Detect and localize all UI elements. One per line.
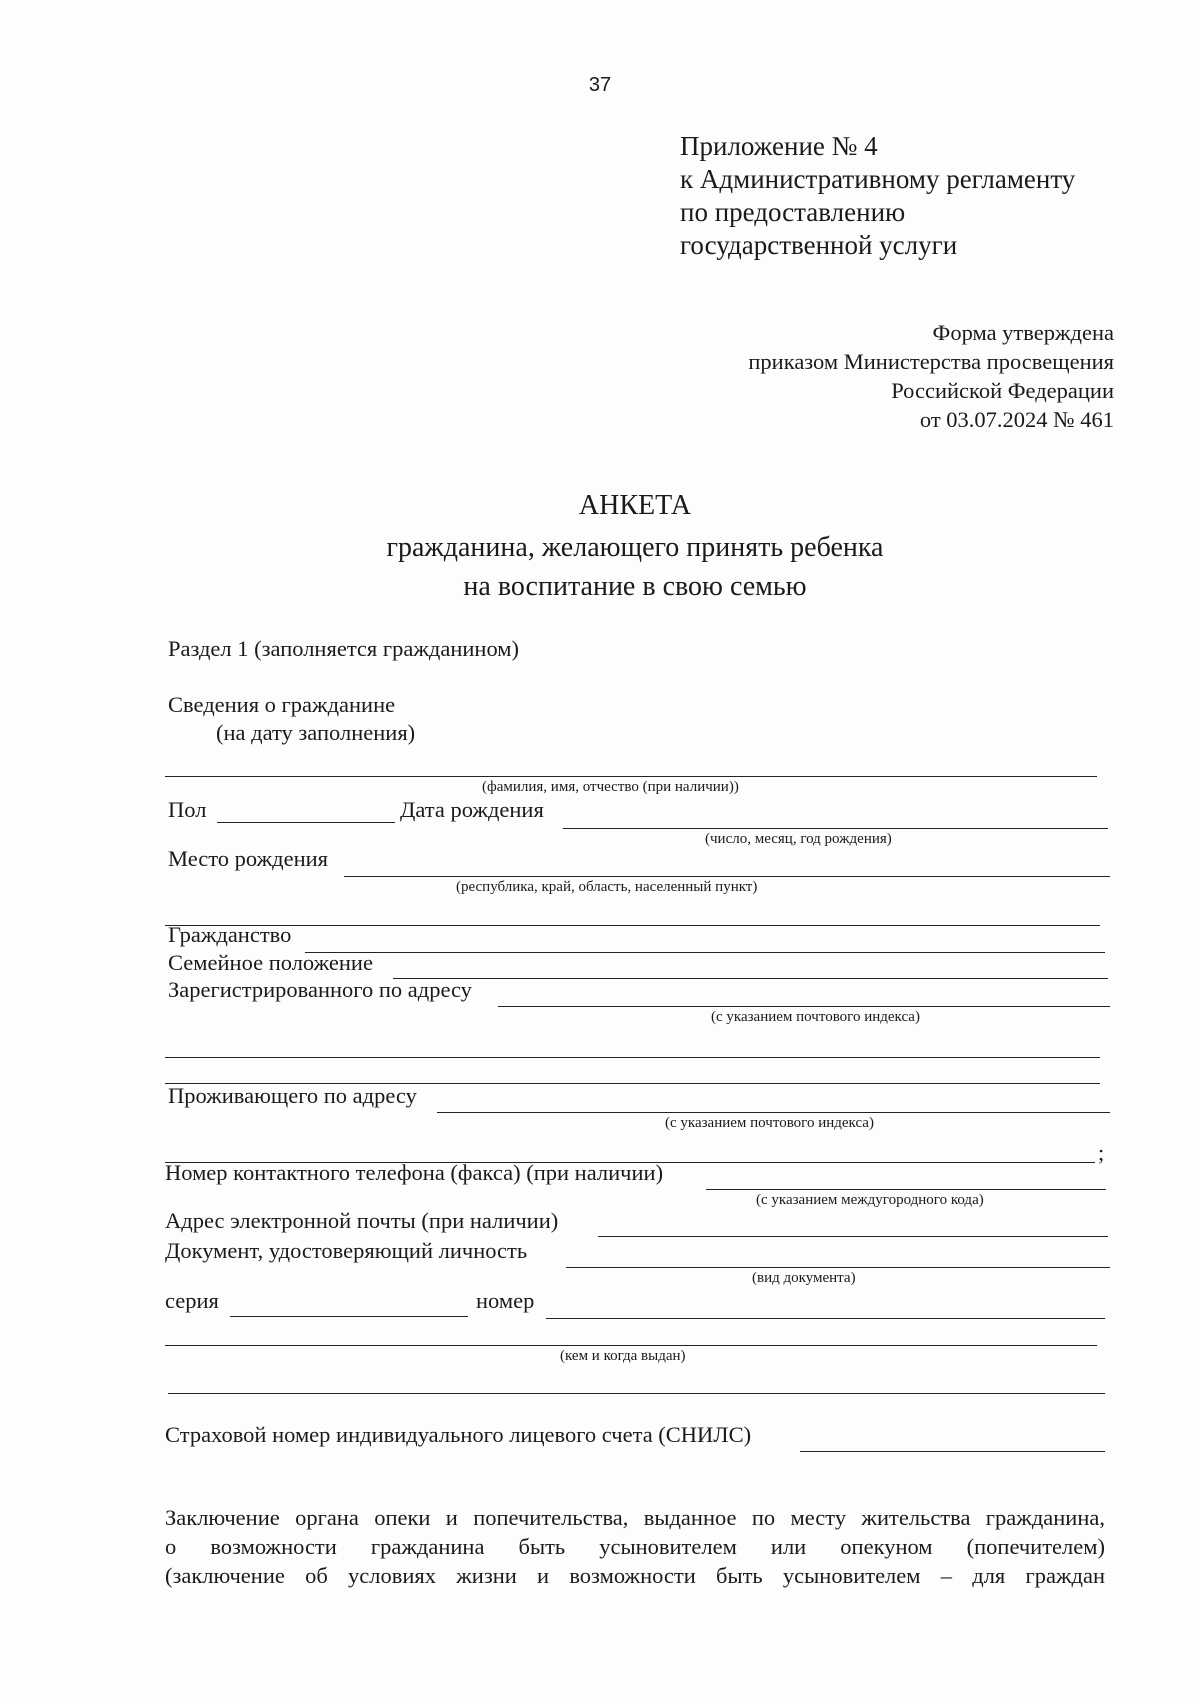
marital-label: Семейное положение <box>168 950 373 975</box>
issued-field[interactable] <box>165 1345 1097 1346</box>
series-label: серия <box>165 1288 219 1313</box>
phone-label: Номер контактного телефона (факса) (при наличии) <box>165 1160 664 1185</box>
birthdate-caption: (число, месяц, год рождения) <box>705 831 892 847</box>
number-label: номер <box>476 1288 535 1313</box>
registered-label: Зарегистрированного по адресу <box>168 977 472 1002</box>
email-label: Адрес электронной почты (при наличии) <box>165 1208 559 1233</box>
section-heading: Раздел 1 (заполняется гражданином) <box>168 636 520 661</box>
sex-label: Пол <box>168 797 207 822</box>
conclusion-paragraph <box>165 1503 1105 1590</box>
appendix-line-1: Приложение № 4 <box>680 131 878 161</box>
appendix-line-4: государственной услуги <box>680 230 958 260</box>
info-header-date: (на дату заполнения) <box>216 720 416 745</box>
form-subtitle-1: гражданина, желающего принять ребенка <box>386 532 884 563</box>
residing-field[interactable] <box>437 1112 1110 1113</box>
phone-caption: (с указанием междугородного кода) <box>756 1192 984 1208</box>
registered-field[interactable] <box>498 1006 1110 1007</box>
marital-field[interactable] <box>393 978 1108 979</box>
citizenship-label: Гражданство <box>168 922 292 947</box>
approval-line-4: от 03.07.2024 № 461 <box>919 407 1114 432</box>
birthplace-field[interactable] <box>344 876 1110 877</box>
info-header: Сведения о гражданине <box>168 692 396 717</box>
birthplace-field-2[interactable] <box>165 925 1100 926</box>
appendix-line-2: к Административному регламенту <box>680 164 1076 194</box>
form-subtitle-2: на воспитание в свою семью <box>463 571 807 602</box>
residing-caption: (с указанием почтового индекса) <box>665 1115 874 1131</box>
registered-field-2[interactable] <box>165 1057 1100 1058</box>
conclusion-line-2: о возможности гражданина быть усыновителем или опекуном (попечителем) <box>165 1534 1105 1559</box>
form-title: АНКЕТА <box>578 490 692 521</box>
residing-label: Проживающего по адресу <box>168 1083 417 1108</box>
birthdate-label: Дата рождения <box>400 797 544 822</box>
conclusion-line-3: (заключение об условиях жизни и возможности быть усыновителем – для граждан <box>165 1563 1105 1588</box>
approval-line-3: Российской Федерации <box>891 378 1114 403</box>
birthdate-field[interactable] <box>563 828 1108 829</box>
approval-line-1: Форма утверждена <box>932 320 1114 345</box>
appendix-line-3: по предоставлению <box>680 197 906 227</box>
registered-caption: (с указанием почтового индекса) <box>711 1009 920 1025</box>
issued-field-2[interactable] <box>168 1393 1105 1394</box>
email-field[interactable] <box>598 1236 1108 1237</box>
snils-label: Страховой номер индивидуального лицевого счета (СНИЛС) <box>165 1422 752 1447</box>
sex-field[interactable] <box>217 822 395 823</box>
id-doc-field[interactable] <box>566 1267 1110 1268</box>
birthplace-label: Место рождения <box>168 846 329 871</box>
id-doc-label: Документ, удостоверяющий личность <box>165 1238 528 1263</box>
fio-caption: (фамилия, имя, отчество (при наличии)) <box>482 779 739 795</box>
conclusion-line-1: Заключение органа опеки и попечительства, выданное по месту жительства гражданина, <box>165 1505 1105 1530</box>
fio-field[interactable] <box>165 776 1097 777</box>
issued-caption: (кем и когда выдан) <box>560 1348 686 1364</box>
id-doc-caption: (вид документа) <box>752 1270 856 1286</box>
approval-line-2: приказом Министерства просвещения <box>748 349 1114 374</box>
page-number: 37 <box>588 74 612 96</box>
phone-field[interactable] <box>706 1189 1106 1190</box>
snils-field[interactable] <box>800 1451 1105 1452</box>
series-field[interactable] <box>230 1316 468 1317</box>
approval-block <box>748 318 1114 434</box>
appendix-block <box>680 130 1075 262</box>
number-field[interactable] <box>546 1318 1105 1319</box>
birthplace-caption: (республика, край, область, населенный пункт) <box>456 879 758 895</box>
citizenship-field[interactable] <box>305 952 1105 953</box>
semicolon: ; <box>1098 1140 1105 1165</box>
